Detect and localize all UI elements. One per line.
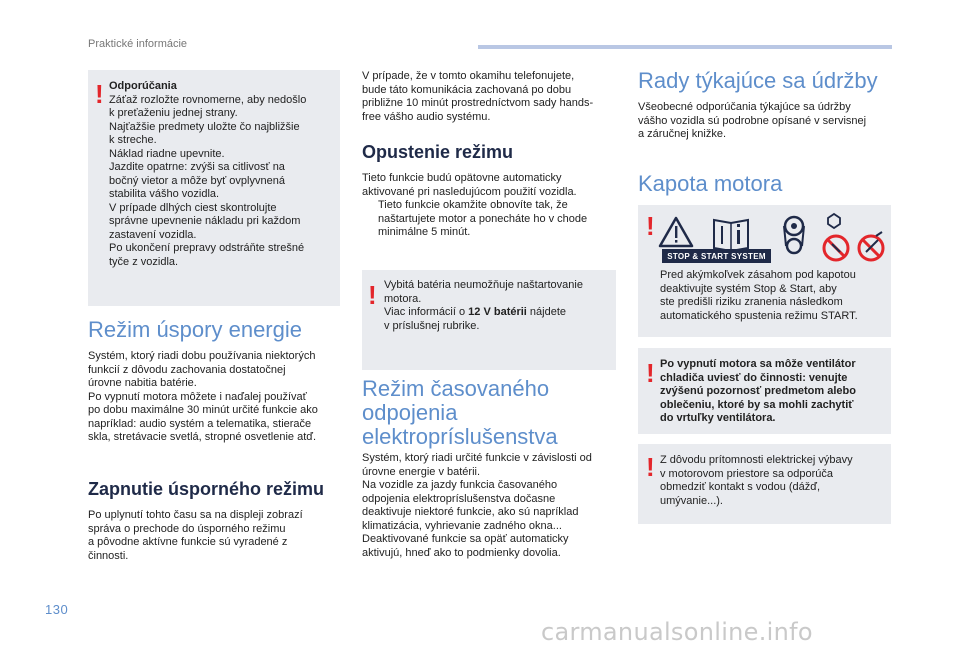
timed-line: deaktivuje niektoré funkcie, ako sú napríklad (362, 506, 579, 518)
stop-start-badge: STOP & START SYSTEM (662, 249, 771, 263)
battery-line-bold: 12 V batérii (468, 306, 527, 318)
electric-line: v motorovom priestore sa odporúča (660, 467, 834, 480)
intro-line: free vášho audio systému. (362, 110, 491, 123)
intro-line: bude táto komunikácia zachovaná po dobu (362, 83, 572, 96)
running-head: Praktické informácie (88, 38, 188, 50)
switch-on-line: správa o prechode do úsporného režimu (88, 522, 286, 535)
battery-warning-box (362, 270, 616, 370)
exit-line: aktivované pri nasledujúcom použití vozidla. (362, 185, 577, 198)
maintenance-line: a záručnej knižke. (638, 128, 727, 140)
exit-bullet (362, 199, 620, 240)
electric-line: Z dôvodu prítomnosti elektrickej výbavy (660, 454, 853, 466)
timed-line: Deaktivované funkcie sa opäť automaticky (362, 533, 569, 545)
recommendations-line: k preťaženiu jednej strany. (109, 107, 238, 119)
electric-line: umývanie...). (660, 494, 723, 507)
exit-bullet-line: Tieto funkcie okamžite obnovíte tak, že (378, 199, 568, 211)
bonnet-warning-text (660, 269, 888, 323)
switch-on-line: a pôvodne aktívne funkcie sú vyradené z (88, 536, 288, 548)
recommendations-line: V prípade dlhých ciest skontrolujte (109, 201, 277, 214)
no-spanner-icon (859, 232, 883, 260)
energy-line: Systém, ktorý riadi dobu používania niektorých (88, 350, 316, 362)
watermark: carmanualsonline.info (541, 618, 813, 646)
bonnet-line: Pred akýmkoľvek zásahom pod kapotou (660, 269, 856, 281)
electric-warning-box (638, 444, 891, 524)
warning-triangle-icon (660, 218, 692, 246)
battery-line: v príslušnej rubrike. (384, 319, 480, 332)
recommendations-line: správne upevnenie nákladu pri každom (109, 215, 301, 227)
recommendations-line: stabilita vášho vozidla. (109, 188, 220, 200)
warning-exclamation-icon: ! (646, 211, 655, 241)
recommendations-line: k streche. (109, 134, 157, 146)
recommendations-line: zastavení vozidla. (109, 228, 197, 241)
timed-line: úrovne energie v batérii. (362, 465, 481, 478)
exit-mode-heading: Opustenie režimu (362, 142, 514, 162)
phone-call-text (362, 70, 620, 124)
timed-line: odpojenia elektropríslušenstva dočasne (362, 492, 556, 505)
maintenance-line: vášho vozidla sú podrobne opísané v servisnej (638, 114, 867, 127)
maintenance-line: Všeobecné odporúčania týkajúce sa údržby (638, 101, 851, 113)
fan-line: zvýšenú pozornosť predmetom alebo (660, 385, 856, 397)
intro-line: V prípade, že v tomto okamihu telefonujete, (362, 70, 575, 82)
recommendations-text (109, 80, 335, 269)
fan-warning-text (660, 358, 888, 426)
recommendations-line: Náklad riadne upevnite. (109, 147, 225, 160)
energy-line: napríklad: audio systém a telematika, stierače (88, 417, 312, 430)
timed-line: Systém, ktorý riadi určité funkcie v závislosti od (362, 452, 592, 464)
bonnet-heading: Kapota motora (638, 171, 783, 196)
exit-bullet-line: naštartujete motor a ponecháte ho v chode (378, 212, 588, 225)
energy-line: skla, stretávacie svetlá, stropné osvetlenie atď. (88, 431, 317, 443)
timed-disconnect-heading (362, 377, 620, 449)
battery-warning-text (384, 279, 612, 333)
manual-info-icon (714, 220, 748, 251)
bonnet-line: deaktivujte systém Stop & Start, aby (660, 282, 837, 295)
exit-mode-text (362, 172, 620, 240)
bonnet-line: automatického spustenia režimu START. (660, 309, 858, 322)
warning-exclamation-icon: ! (368, 280, 377, 310)
fan-line: chladiča uviesť do činnosti: venujte (660, 371, 848, 384)
bonnet-warning-box (638, 205, 891, 337)
battery-line-with-bold (384, 306, 612, 320)
switch-on-heading: Zapnutie úsporného režimu (88, 479, 325, 499)
battery-line-pre: Viac informácií o (384, 306, 469, 318)
energy-line: úrovne nabitia batérie. (88, 377, 197, 389)
warning-exclamation-icon: ! (646, 358, 655, 388)
energy-line: po dobu maximálne 30 minút určité funkcie ako (88, 404, 318, 416)
recommendations-line: bočný vietor a môže byť ovplyvnená (109, 174, 285, 187)
exit-line: Tieto funkcie budú opätovne automaticky (362, 172, 562, 184)
timed-line: Na vozidle za jazdy funkcia časovaného (362, 479, 558, 491)
fan-belt-icon (784, 217, 804, 253)
timed-heading-line: elektropríslušenstva (362, 424, 558, 449)
energy-saving-heading: Režim úspory energie (88, 317, 302, 342)
page-number: 130 (45, 602, 69, 617)
timed-heading-line: Režim časovaného (362, 376, 550, 401)
energy-line: Po vypnutí motora môžete i naďalej používať (88, 390, 307, 403)
fan-line: oblečeniu, ktoré by sa mohli zachytiť (660, 398, 854, 411)
timed-line: aktivujú, hneď ako to podmienky dovolia. (362, 546, 561, 559)
intro-line: približne 10 minút prostredníctvom sady hands- (362, 97, 594, 109)
recommendations-line: Záťaž rozložte rovnomerne, aby nedošlo (109, 93, 307, 106)
recommendations-line: tyče z vozidla. (109, 255, 179, 268)
header-rule (478, 45, 892, 49)
maintenance-heading: Rady týkajúce sa údržby (638, 68, 878, 93)
recommendations-title: Odporúčania (109, 80, 177, 92)
battery-line: motora. (384, 292, 422, 305)
maintenance-text (638, 101, 893, 142)
fan-line: do vrtuľky ventilátora. (660, 412, 776, 424)
fan-line: Po vypnutí motora sa môže ventilátor (660, 358, 856, 370)
electric-warning-text (660, 454, 888, 508)
battery-line: Vybitá batéria neumožňuje naštartovanie (384, 279, 583, 291)
switch-on-line: Po uplynutí tohto času sa na displeji zobrazí (88, 509, 303, 521)
switch-on-line: činnosti. (88, 549, 129, 562)
no-hand-icon (824, 214, 848, 260)
exit-bullet-line: minimálne 5 minút. (378, 226, 471, 238)
exit-bullet-text (378, 199, 587, 240)
recommendations-line: Najťažšie predmety uložte čo najbližšie (109, 120, 300, 133)
bonnet-line: ste predišli riziku zranenia následkom (660, 296, 843, 308)
fan-warning-box (638, 348, 891, 434)
warning-exclamation-icon: ! (646, 452, 655, 482)
battery-line-post: nájdete (526, 306, 567, 318)
timed-line: klimatizácia, vyhrievanie zadného okna... (362, 519, 562, 532)
recommendations-warning-box (88, 70, 340, 306)
electric-line: obmedziť kontakt s vodou (dážď, (660, 481, 821, 493)
timed-heading-line: odpojenia (362, 400, 458, 425)
recommendations-line: Po ukončení prepravy odstráňte strešné (109, 242, 305, 254)
timed-disconnect-text (362, 452, 620, 560)
switch-on-text (88, 509, 343, 563)
energy-line: funkcií z dôvodu zachovania dostatočnej (88, 363, 286, 376)
bullet-arrow-icon (362, 199, 378, 240)
recommendations-line: Jazdite opatrne: zvýši sa citlivosť na (109, 161, 285, 173)
energy-saving-text (88, 350, 343, 445)
warning-exclamation-icon: ! (95, 79, 104, 109)
